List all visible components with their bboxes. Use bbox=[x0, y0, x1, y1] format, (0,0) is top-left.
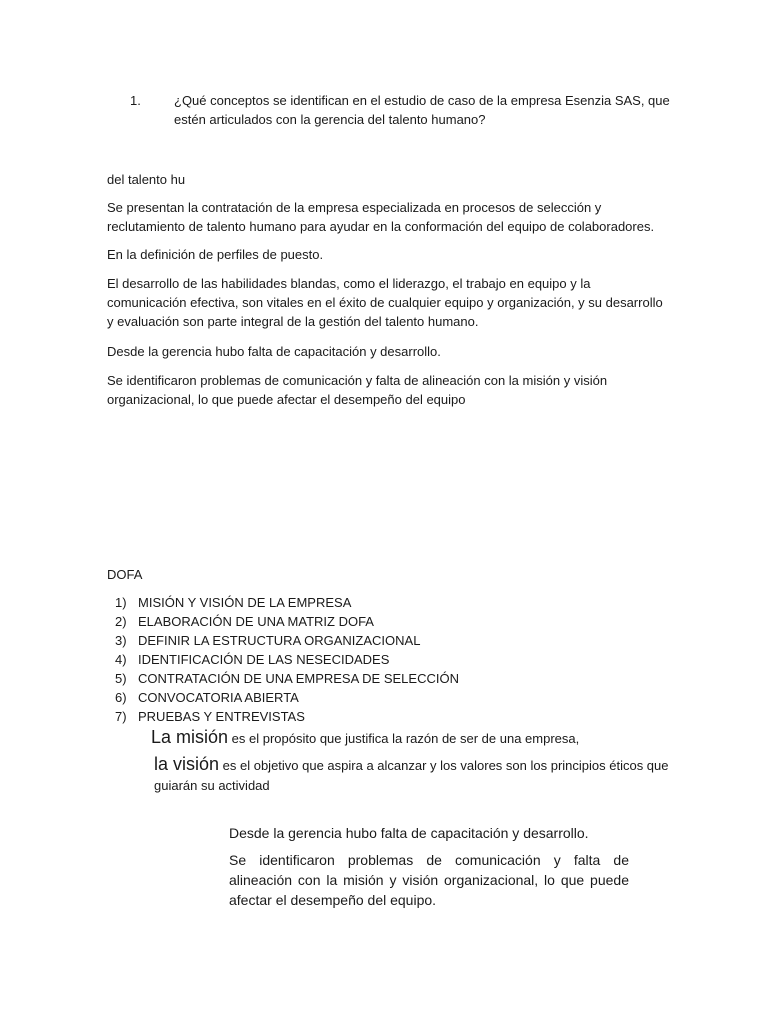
summary-comunicacion: Se identificaron problemas de comunicación y falta de alineación con la misión y visión organizacional, lo que puede afectar el desempeño del equipo. bbox=[229, 852, 629, 908]
paragraph-contratacion: Se presentan la contratación de la empresa especializada en procesos de selección y reclutamiento de talento humano para ayudar en la conformación del equipo de colaboradores. bbox=[107, 200, 655, 234]
mision-definition bbox=[151, 727, 671, 749]
list-item: 1) MISIÓN Y VISIÓN DE LA EMPRESA bbox=[115, 595, 352, 610]
paragraph-habilidades: El desarrollo de las habilidades blandas, como el liderazgo, el trabajo en equipo y la comunicación efectiva, son vitales en el éxito de cualquier equipo y organización, y su desarrollo y evaluación son parte integral de la gestión del talento humano. bbox=[107, 276, 663, 329]
mision-text: es el propósito que justifica la razón de ser de una empresa, bbox=[228, 731, 580, 746]
mision-term: La misión bbox=[151, 727, 229, 747]
vision-term: la visión bbox=[154, 754, 220, 774]
paragraph-comunicacion: Se identificaron problemas de comunicación y falta de alineación con la misión y visión organizacional, lo que puede afectar el desempeño del equipo bbox=[107, 373, 608, 407]
vision-text: es el objetivo que aspira a alcanzar y los valores son los principios éticos que guiarán su actividad bbox=[154, 758, 669, 793]
list-item: 5) CONTRATACIÓN DE UNA EMPRESA DE SELECCIÓN bbox=[115, 671, 459, 686]
list-item: 7) PRUEBAS Y ENTREVISTAS bbox=[115, 709, 305, 724]
paragraph-capacitacion: Desde la gerencia hubo falta de capacitación y desarrollo. bbox=[107, 344, 441, 359]
question-number: 1. bbox=[130, 93, 141, 108]
list-item: 2) ELABORACIÓN DE UNA MATRIZ DOFA bbox=[115, 614, 374, 629]
list-item: 3) DEFINIR LA ESTRUCTURA ORGANIZACIONAL bbox=[115, 633, 421, 648]
summary-capacitacion: Desde la gerencia hubo falta de capacitación y desarrollo. bbox=[229, 825, 589, 841]
fragment-text: del talento hu bbox=[107, 172, 186, 187]
dofa-list bbox=[115, 593, 459, 726]
list-item: 6) CONVOCATORIA ABIERTA bbox=[115, 690, 299, 705]
vision-definition bbox=[154, 754, 669, 796]
list-item: 4) IDENTIFICACIÓN DE LAS NESECIDADES bbox=[115, 652, 390, 667]
question-text: ¿Qué conceptos se identifican en el estudio de caso de la empresa Esenzia SAS, que estén articulados con la gerencia del talento humano? bbox=[174, 93, 670, 127]
dofa-heading: DOFA bbox=[107, 567, 143, 582]
paragraph-perfiles: En la definición de perfiles de puesto. bbox=[107, 247, 324, 262]
